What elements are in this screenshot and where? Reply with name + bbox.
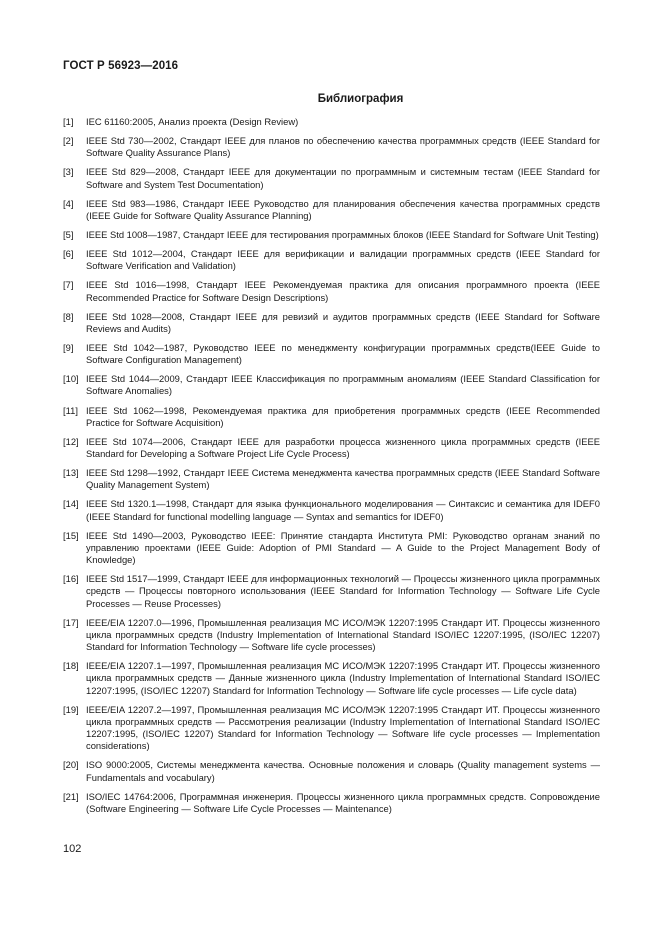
entry-number: [16] xyxy=(63,573,79,585)
entry-text: IEEE/EIA 12207.1—1997, Промышленная реализация МС ИСО/МЭК 12207:1995 Стандарт ИТ. Процессы жизненного цикла программных средств — Данные жизненного цикла (Industry Implementation of International Standard ISO/IEC 12207:1995, (ISO/IEC 12207) Standard for Information Technology — Software life cycle processes — Life cycle data) xyxy=(86,660,600,696)
entry-text: IEEE/EIA 12207.0—1996, Промышленная реализация МС ИСО/МЭК 12207:1995 Стандарт ИТ. Процессы жизненного цикла программных средств (Industry Implementation of International Standard ISO/IEC 12207:1995, (ISO/IEC 12207) Standard for Information Technology — Software life cycle processes) xyxy=(86,616,600,653)
bibliography-entry xyxy=(63,617,600,654)
bibliography-entry xyxy=(63,530,600,567)
entry-text: IEEE Std 1517—1999, Стандарт IEEE для информационных технологий — Процессы жизненного цикла программных средств — Процессы повторного использования (IEEE Standard for Information Technology — Software Life Cycle Processes — Reuse Processes) xyxy=(86,573,600,609)
bibliography-entry xyxy=(63,467,600,491)
entry-number: [7] xyxy=(63,279,74,291)
page-number: 102 xyxy=(63,843,82,855)
bibliography-entry xyxy=(63,759,600,783)
bibliography-entry xyxy=(63,573,600,610)
entry-number: [17] xyxy=(63,616,79,628)
bibliography-entry xyxy=(63,166,600,190)
entry-number: [11] xyxy=(63,404,78,416)
entry-text: ISO 9000:2005, Системы менеджмента качества. Основные положения и словарь (Quality management systems — Fundamentals and vocabulary) xyxy=(86,759,600,783)
entry-number: [14] xyxy=(63,498,79,510)
entry-text: IEEE Std 1042—1987, Руководство IEEE по менеджменту конфигурации программных средств(IEEE Guide to Software Configuration Management) xyxy=(86,341,600,366)
bibliography-entry xyxy=(63,498,600,522)
entry-text: ISO/IEC 14764:2006, Программная инженерия. Процессы жизненного цикла программных средств. Сопровождение (Software Engineering — Software Life Cycle Processes — Maintenance) xyxy=(86,790,600,814)
entry-text: IEC 61160:2005, Анализ проекта (Design Review) xyxy=(86,116,299,127)
entry-number: [18] xyxy=(63,660,79,672)
entry-text: IEEE/EIA 12207.2—1997, Промышленная реализация МС ИСО/МЭК 12207:1995 Стандарт ИТ. Процессы жизненного цикла программных средств — Рассмотрения реализации (Industry Implementation of International Standard ISO/IEC 12207:1995, (ISO/IEC 12207) Standard for Information Technology — Software life cycle processes — Implementation considerations) xyxy=(86,703,600,752)
entry-text: IEEE Std 1028—2008, Стандарт IEEE для ревизий и аудитов программных средств (IEEE Standard for Software Reviews and Audits) xyxy=(86,310,600,334)
bibliography-entry xyxy=(63,704,600,753)
entry-text: IEEE Std 1012—2004, Стандарт IEEE для верификации и валидации программных средств (IEEE Standard for Software Verification and Validation) xyxy=(86,248,600,272)
bibliography-entry xyxy=(63,116,600,128)
entry-text: IEEE Std 1490—2003, Руководство IEEE: Принятие стандарта Института PMI: Руководство органам знаний по управлению проектами (IEEE Guide: Adoption of PMI Standard — A Guide to the Project Management Body of Knowledge) xyxy=(86,529,600,566)
entry-number: [21] xyxy=(63,790,79,802)
bibliography-entry xyxy=(63,436,600,460)
entry-number: [19] xyxy=(63,703,79,715)
bibliography-entry xyxy=(63,198,600,222)
entry-text: IEEE Std 1074—2006, Стандарт IEEE для разработки процесса жизненного цикла программных средств (IEEE Standard for Developing a Software Project Life Cycle Process) xyxy=(86,435,600,460)
entry-number: [15] xyxy=(63,529,79,541)
entry-number: [1] xyxy=(63,116,74,127)
bibliography-entry xyxy=(63,791,600,815)
bibliography-entry xyxy=(63,373,600,397)
bibliography-entry xyxy=(63,405,600,429)
entry-text: IEEE Std 1008—1987, Стандарт IEEE для тестирования программных блоков (IEEE Standard for Software Unit Testing) xyxy=(86,228,599,240)
entry-number: [8] xyxy=(63,310,74,322)
entry-number: [3] xyxy=(63,166,74,178)
bibliography-entry xyxy=(63,229,600,241)
entry-text: IEEE Std 1016—1998, Стандарт IEEE Рекомендуемая практика для описания программного проекта (IEEE Recommended Practice for Software Design Descriptions) xyxy=(86,279,600,303)
bibliography-title: Библиография xyxy=(317,93,404,105)
bibliography-entry xyxy=(63,135,600,159)
entry-text: IEEE Std 1044—2009, Стандарт IEEE Классификация по программным аномалиям (IEEE Standard Classification for Software Anomalies) xyxy=(86,373,600,397)
entry-number: [12] xyxy=(63,435,79,447)
entry-text: IEEE Std 983—1986, Стандарт IEEE Руководство для планирования обеспечения качества программных средств (IEEE Guide for Software Quality Assurance Planning) xyxy=(86,197,600,221)
entry-number: [5] xyxy=(63,228,74,240)
entry-text: IEEE Std 730—2002, Стандарт IEEE для планов по обеспечению качества программных средств (IEEE Standard for Software Quality Assurance Plans) xyxy=(86,135,600,159)
bibliography-entry xyxy=(63,342,600,366)
entry-number: [2] xyxy=(63,135,74,147)
bibliography-entry xyxy=(63,660,600,697)
bibliography-list xyxy=(63,116,600,822)
entry-text: IEEE Std 1320.1—1998, Стандарт для языка функционального моделирования — Синтаксис и семантика для IDEF0 (IEEE Standard for functional modelling language — Syntax and semantics for IDEF0) xyxy=(86,498,600,522)
entry-number: [13] xyxy=(63,467,79,479)
document-code: ГОСТ Р 56923—2016 xyxy=(63,60,179,72)
bibliography-entry xyxy=(63,311,600,335)
entry-text: IEEE Std 829—2008, Стандарт IEEE для документации по программным и системным тестам (IEEE Standard for Software and System Test Documentation) xyxy=(86,166,600,190)
entry-number: [6] xyxy=(63,248,74,260)
bibliography-entry xyxy=(63,248,600,272)
entry-number: [4] xyxy=(63,197,74,209)
bibliography-entry xyxy=(63,279,600,303)
entry-number: [20] xyxy=(63,759,79,771)
entry-text: IEEE Std 1062—1998, Рекомендуемая практика для приобретения программных средств (IEEE Recommended Practice for Software Acquisition) xyxy=(86,404,600,428)
entry-number: [10] xyxy=(63,373,79,385)
entry-number: [9] xyxy=(63,341,74,353)
entry-text: IEEE Std 1298—1992, Стандарт IEEE Система менеджмента качества программных средств (IEEE Standard Software Quality Management System) xyxy=(86,467,600,491)
